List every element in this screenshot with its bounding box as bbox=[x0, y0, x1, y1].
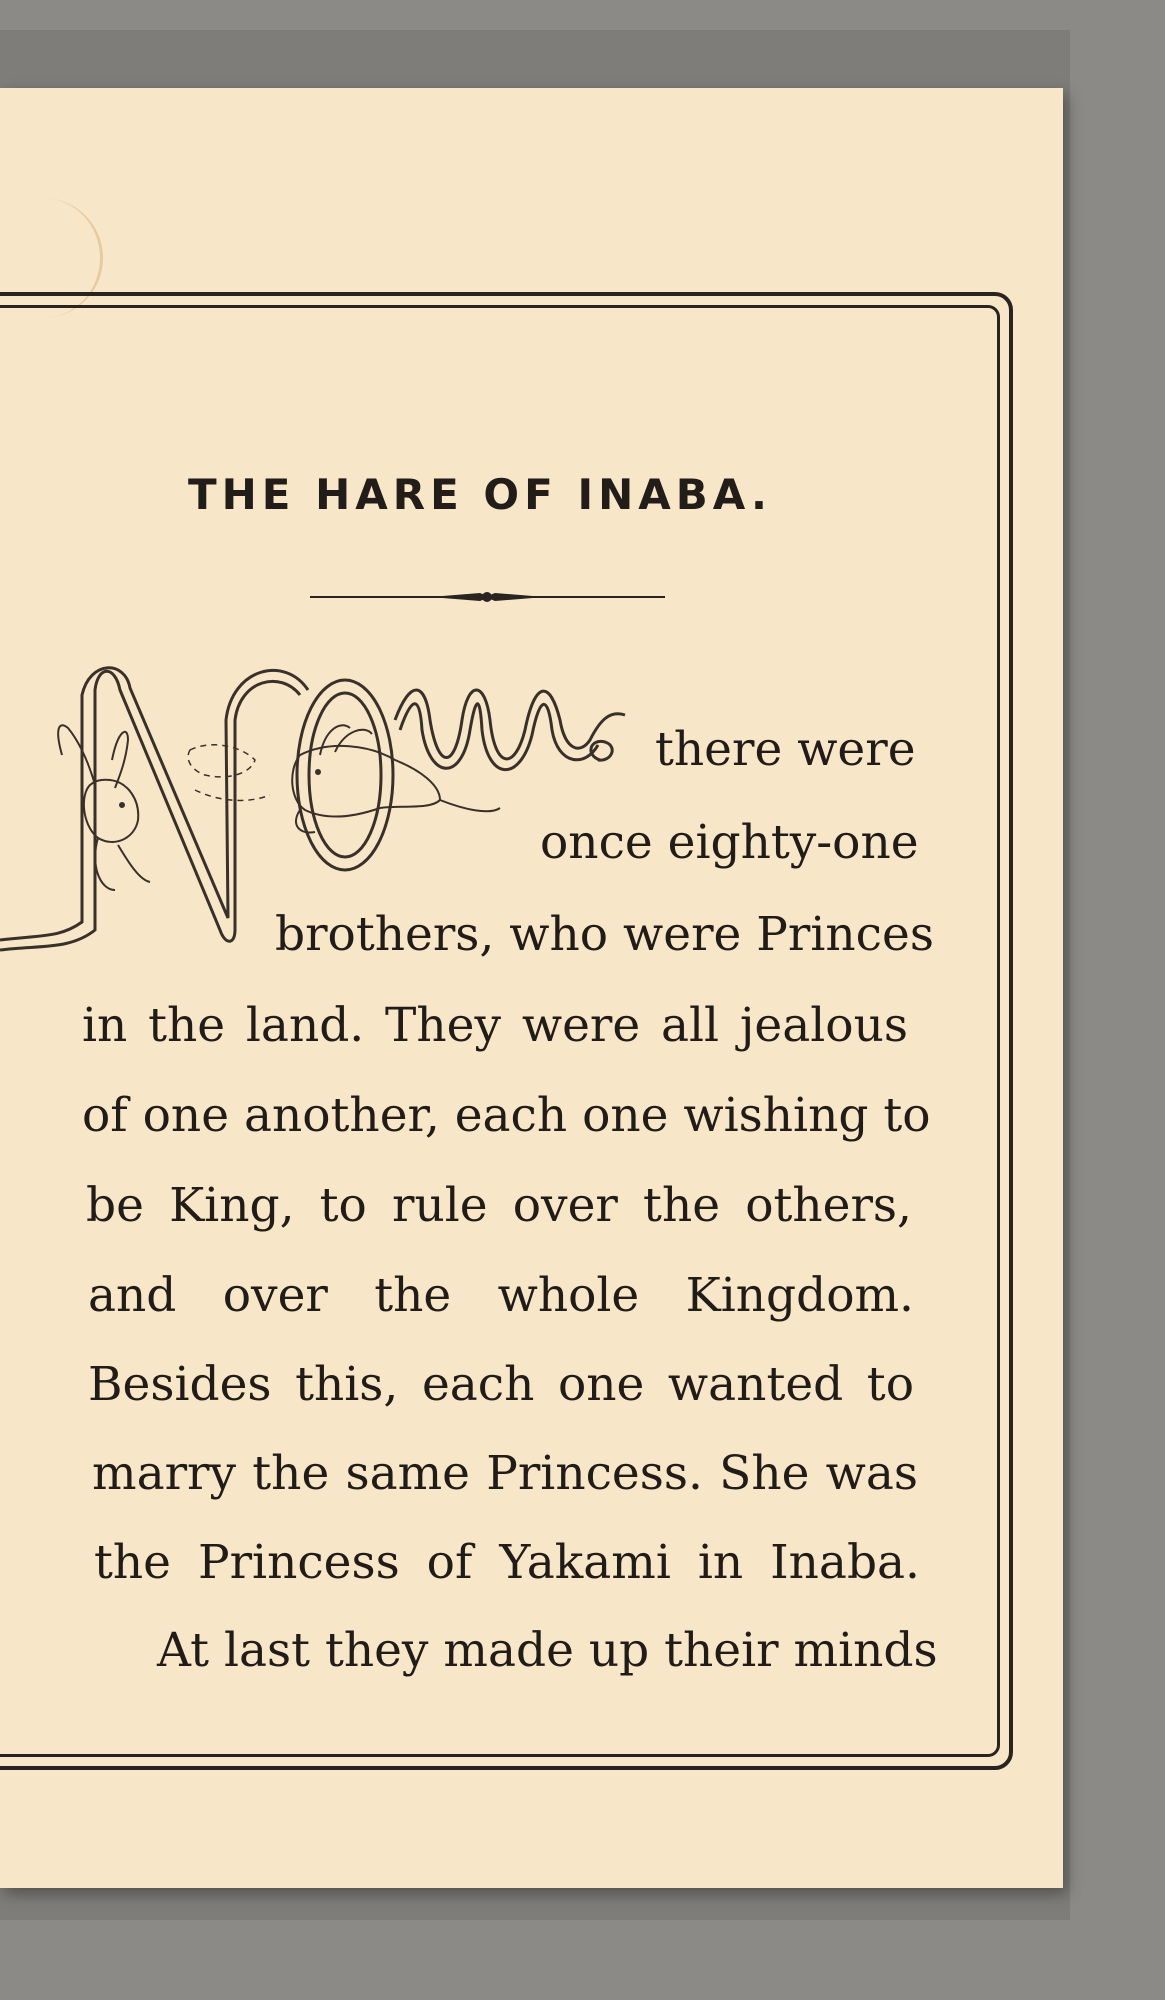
text-line: and over the whole Kingdom. bbox=[88, 1268, 914, 1323]
text-line: At last they made up their minds bbox=[157, 1623, 938, 1678]
text-line: brothers, who were Princes bbox=[275, 907, 934, 962]
text-line: be King, to rule over the others, bbox=[86, 1178, 912, 1233]
text-line: of one another, each one wishing to bbox=[82, 1088, 931, 1143]
page-title: THE HARE OF INABA. bbox=[188, 470, 772, 519]
text-line: in the land. They were all jealous bbox=[82, 998, 908, 1053]
divider-ornament-icon bbox=[310, 587, 665, 607]
text-line: the Princess of Yakami in Inaba. bbox=[94, 1535, 920, 1590]
text-line: once eighty-one bbox=[540, 815, 919, 870]
text-line: marry the same Princess. She was bbox=[92, 1446, 918, 1501]
text-line: Besides this, each one wanted to bbox=[88, 1357, 914, 1412]
text-line: there were bbox=[655, 722, 916, 777]
